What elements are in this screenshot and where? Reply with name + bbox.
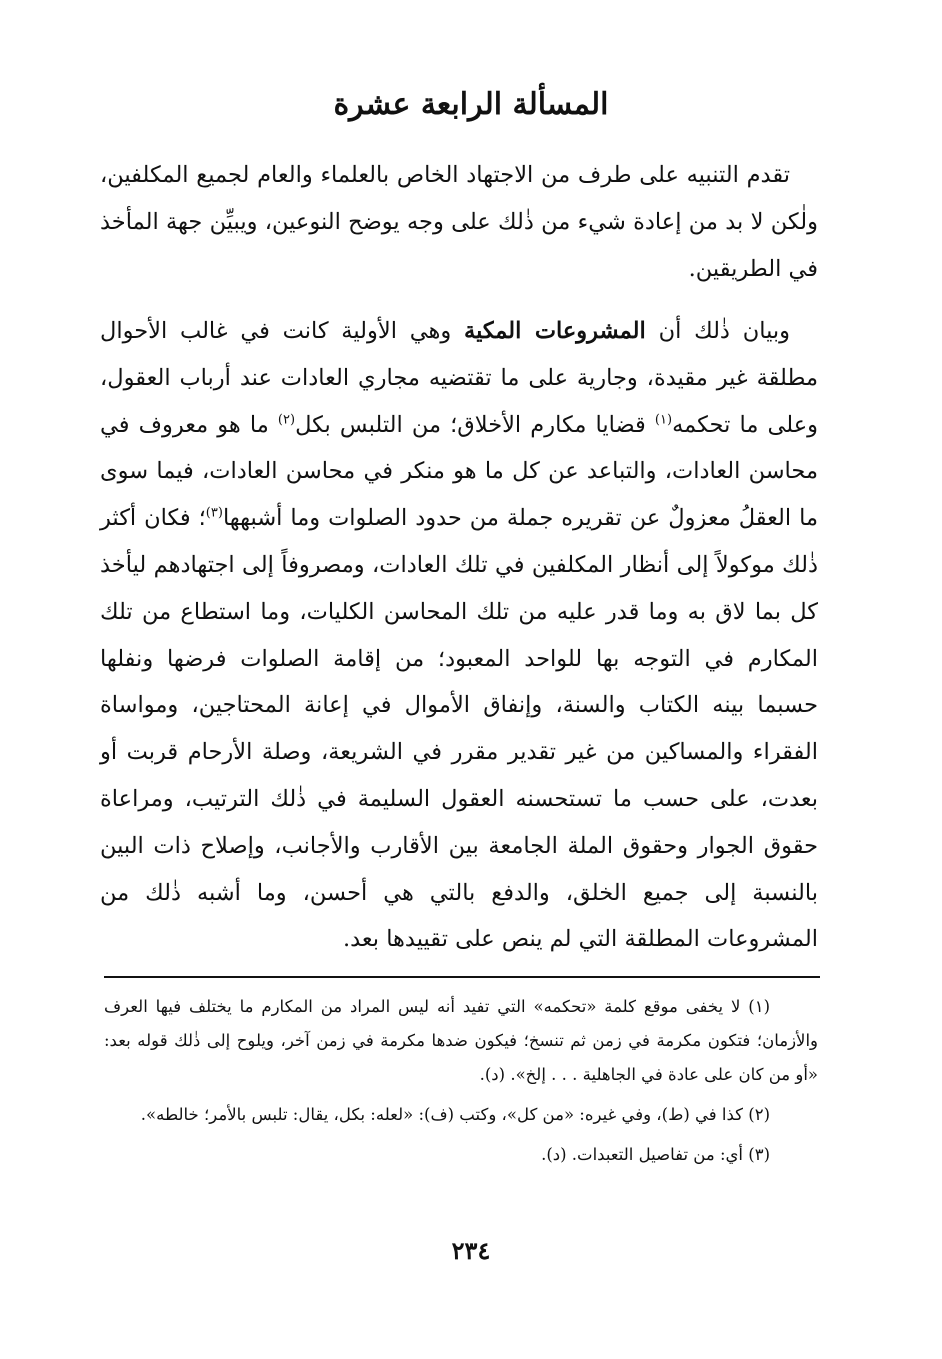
page-number: ٢٣٤ [451,1236,491,1265]
paragraph-2-text [100,308,818,963]
emphasized-term: المشروعات المكية [464,318,646,344]
footnotes-section [104,990,818,1178]
paragraph-2-part-2: وهي الأولية كانت في غالب الأحوال مطلقة غير مقيدة، وجارية على ما تقتضيه مجاري العادات عند أرباب العقول، وعلى ما تحكمه [100,318,818,438]
paragraph-2-part-5: ؛ فكان أكثر ذٰلك موكولاً إلى أنظار المكلفين في تلك العادات، ومصروفاً إلى اجتهادهم ليأخذ كل بما لاق به وما قدر عليه من تلك المحاسن الكليات، وما استطاع من تلك المكارم في التوجه بها للواحد المعبود؛ من إقامة الصلوات فرضها ونفلها حسبما بينه الكتاب والسنة، وإنفاق الأموال في إعانة المحتاجين، ومواساة الفقراء والمساكين من غير تقدير مقرر في الشريعة، وصلة الأرحام قربت أو بعدت، على حسب ما تستحسنه العقول السليمة في ذٰلك الترتيب، ومراعاة حقوق الجوار وحقوق الملة الجامعة بين الأقارب والأجانب، وإصلاح ذات البين بالنسبة إلى جميع الخلق، والدفع بالتي هي أحسن، وما أشبه ذٰلك من المشروعات المطلقة التي لم ينص على تقييدها بعد. [100,505,818,953]
footnote-ref-1[interactable]: (١) [654,412,673,428]
footnote-divider [104,976,820,978]
paragraph-2-part-4: ما هو معروف في محاسن العادات، والتباعد عن كل ما هو منكر في محاسن العادات، فيما سوى ما العقلُ معزولٌ عن تقريره جملة من حدود الصلوات وما أشبهها [100,411,818,532]
section-heading: المسألة الرابعة عشرة [333,87,609,122]
paragraph-2-part-3: قضايا مكارم الأخلاق؛ من التلبس بكل [295,411,646,438]
paragraph-2-part-1: وبيان ذٰلك أن [658,318,791,344]
footnote-2: (٢) كذا في (ط)، وفي غيره: «من كل»، وكتب (ف): «لعله: بكل، يقال: تلبس بالأمر؛ خالطه». [140,1105,770,1124]
footnote-ref-2[interactable]: (٢) [277,412,296,428]
body-paragraph-1 [100,152,818,292]
footnote-3: (٣) أي: من تفاصيل التعبدات. (د). [541,1145,770,1164]
footnote-ref-3[interactable]: (٣) [205,505,223,521]
paragraph-1-text: تقدم التنبيه على طرف من الاجتهاد الخاص بالعلماء والعام لجميع المكلفين، ولٰكن لا بد من إعادة شيء من ذٰلك على وجه يوضح النوعين، ويبيِّن جهة المأخذ في الطريقين. [100,162,818,282]
body-paragraph-2 [100,308,818,963]
footnote-1: (١) لا يخفى موقع كلمة «تحكمه» التي تفيد أنه ليس المراد من المكارم ما يختلف فيها العرف والأزمان؛ فتكون مكرمة في زمن ثم تنسخ؛ فيكون ضدها مكرمة في زمن آخر، ويلوح إلى ذٰلك قوله بعد: «أو من كان على عادة في الجاهلية . . . إلخ». (د). [104,997,818,1084]
